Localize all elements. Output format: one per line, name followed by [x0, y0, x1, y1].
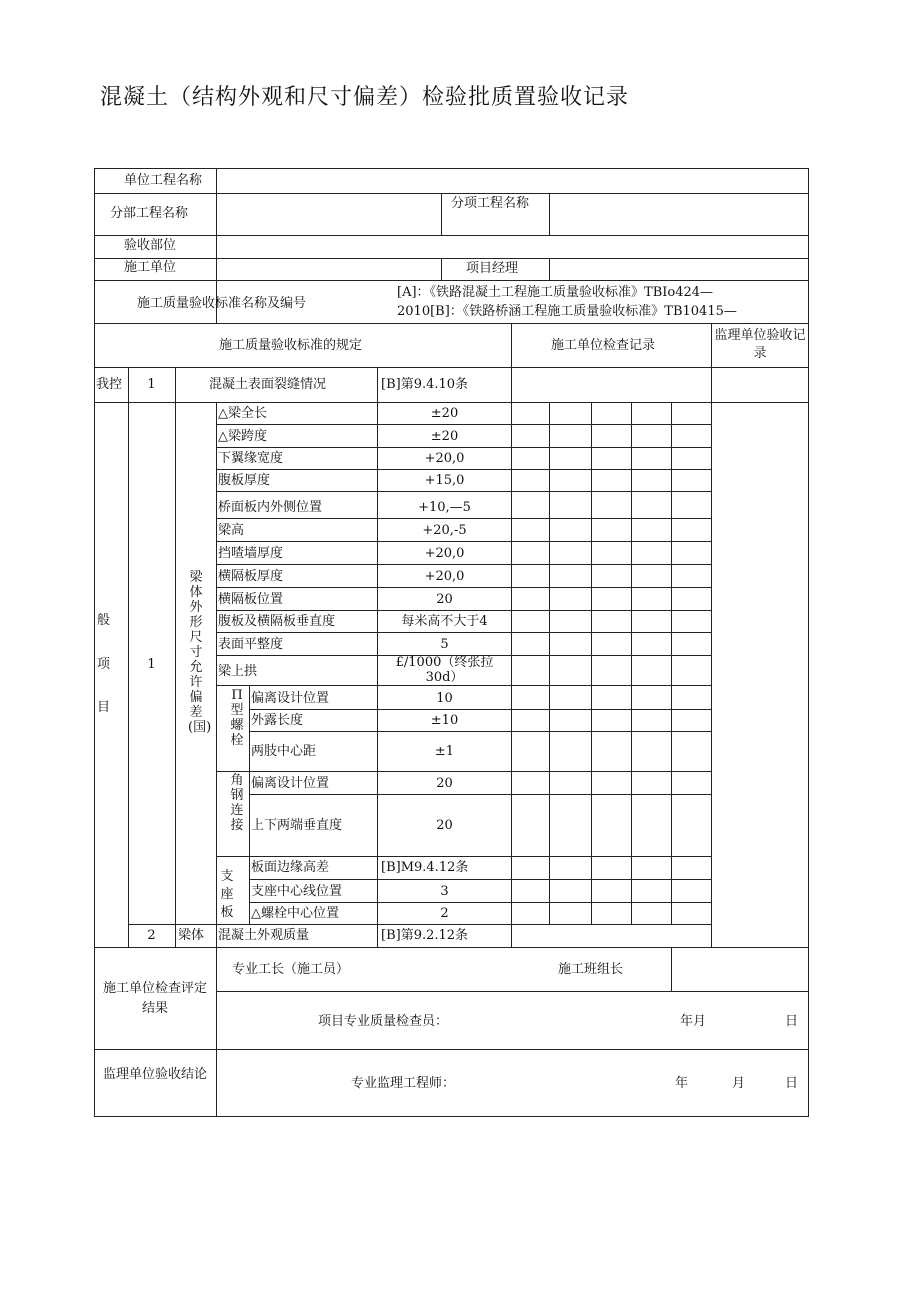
- rule-line: [249, 685, 250, 924]
- rule-line: [249, 879, 711, 880]
- unit-project-label: 单位工程名称: [124, 173, 203, 188]
- rule-line: [441, 258, 442, 280]
- rule-line: [94, 280, 809, 281]
- date-day-1: 日: [785, 1014, 799, 1029]
- row-value: +20,-5: [422, 523, 467, 538]
- rule-line: [175, 367, 176, 402]
- general-label-char: 目: [97, 700, 111, 715]
- angle-row-value: 20: [436, 818, 453, 833]
- inspection-part-label: 验收部位: [124, 238, 177, 253]
- rule-line: [671, 402, 672, 924]
- rule-line: [94, 1116, 809, 1117]
- support-row-item: 支座中心线位置: [251, 884, 343, 899]
- project-manager-label: 项目经理: [466, 261, 519, 276]
- row-value: +20,0: [424, 451, 465, 466]
- support-row-item: 板面边缘高差: [251, 860, 330, 875]
- rule-line: [216, 491, 711, 492]
- standard-rule-header: 施工质量验收标准的规定: [219, 338, 363, 353]
- row-value: +10,—5: [418, 500, 471, 515]
- row-value: +15,0: [424, 473, 465, 488]
- row-item: 下翼缘宽度: [218, 451, 284, 466]
- qc-inspector-label: 项目专业质量检查员：: [318, 1014, 449, 1029]
- general-group-2: 梁体: [178, 928, 205, 943]
- main-control-no: 1: [147, 377, 156, 392]
- bolt-row-value: ±10: [430, 713, 459, 728]
- rule-line: [128, 402, 129, 947]
- rule-line: [249, 731, 711, 732]
- rule-line: [631, 402, 632, 924]
- row-item: 腹板厚度: [218, 473, 271, 488]
- rule-line: [216, 402, 217, 947]
- row-value: +20,0: [424, 546, 465, 561]
- rule-line: [94, 947, 809, 948]
- row-value: 20: [436, 592, 453, 607]
- support-row-value: 3: [440, 884, 449, 899]
- rule-line: [216, 947, 217, 1116]
- rule-line: [808, 168, 809, 1116]
- rule-line: [511, 323, 512, 947]
- angle-row-item: 上下两端垂直度: [251, 818, 343, 833]
- rule-line: [94, 367, 809, 368]
- rule-line: [249, 794, 711, 795]
- supervisor-conclusion-label: 监理单位验收结论: [102, 1067, 207, 1082]
- construction-unit-label: 施工单位: [124, 260, 177, 275]
- date-year-2: 年: [675, 1076, 689, 1091]
- row-value: ±20: [430, 406, 459, 421]
- foreman-label: 专业工长（施工员）: [232, 962, 350, 977]
- date-day-2: 日: [785, 1076, 799, 1091]
- row-value: £/1000（终张拉30d）: [395, 655, 494, 685]
- row-item: 腹板及横隔板垂直度: [218, 614, 336, 629]
- row-item: △梁跨度: [218, 429, 267, 444]
- rule-line: [216, 991, 809, 992]
- rule-line: [216, 587, 711, 588]
- rule-line: [94, 193, 809, 194]
- rule-line: [94, 323, 809, 324]
- group-label-beam-dimension: 梁体外形尺寸允许偏差(国): [188, 570, 212, 735]
- row-item: 横隔板位置: [218, 592, 284, 607]
- rule-line: [216, 447, 711, 448]
- main-control-label: 我控: [96, 377, 123, 392]
- bolt-row-item: 两肢中心距: [251, 744, 317, 759]
- rule-line: [175, 402, 176, 947]
- row-item: 挡喳墙厚度: [218, 546, 284, 561]
- row-value: ±20: [430, 429, 459, 444]
- rule-line: [94, 402, 809, 403]
- rule-line: [94, 235, 809, 236]
- general-no-1: 1: [147, 657, 156, 672]
- rule-line: [549, 258, 550, 280]
- bolt-group-label: Π型螺栓: [230, 688, 244, 748]
- row-value: +20,0: [424, 569, 465, 584]
- rule-line: [94, 258, 809, 259]
- rule-line: [216, 541, 711, 542]
- rule-line: [216, 771, 711, 772]
- support-group-label: 支座板: [220, 869, 234, 920]
- rule-line: [549, 402, 550, 924]
- standard-line-1: [A]：《铁路混凝土工程施工质量验收标准》TBIo424—: [397, 285, 714, 300]
- contractor-record-header: 施工单位检查记录: [551, 338, 656, 353]
- rule-line: [216, 632, 711, 633]
- rule-line: [216, 610, 711, 611]
- angle-row-item: 偏离设计位置: [251, 776, 330, 791]
- page-title: 混凝土（结构外观和尺寸偏差）检验批质置验收记录: [100, 85, 630, 110]
- rule-line: [441, 193, 442, 235]
- support-row-value: 2: [440, 906, 449, 921]
- row-value: 每米高不大于4: [401, 614, 488, 629]
- rule-line: [216, 685, 711, 686]
- row-item: 横隔板厚度: [218, 569, 284, 584]
- row-item: 梁高: [218, 523, 245, 538]
- date-year-month-1: 年月: [680, 1014, 707, 1029]
- row-item: △梁全长: [218, 406, 267, 421]
- row-item: 桥面板内外侧位置: [218, 500, 323, 515]
- general-label-char: 项: [97, 657, 111, 672]
- rule-line: [94, 168, 809, 169]
- rule-line: [711, 323, 712, 947]
- rule-line: [94, 168, 95, 1116]
- support-row-item: △螺栓中心位置: [251, 906, 339, 921]
- contractor-result-label: 施工单位检查评定结果: [102, 981, 207, 1016]
- standard-line-2: 2010[B]：《铁路桥涵工程施工质量验收标准》TB10415—: [397, 304, 737, 319]
- rule-line: [249, 709, 711, 710]
- support-row-value: [B]M9.4.12条: [381, 860, 469, 875]
- angle-group-label: 角钢连接: [230, 773, 244, 833]
- division-project-label: 分部工程名称: [110, 206, 189, 221]
- main-control-item: 混凝土表面裂缝情况: [209, 377, 327, 392]
- row-value: 5: [440, 637, 449, 652]
- rule-line: [216, 469, 711, 470]
- supervising-engineer-label: 专业监理工程师：: [351, 1076, 456, 1091]
- team-leader-label: 施工班组长: [558, 962, 624, 977]
- rule-line: [549, 193, 550, 235]
- general-value-2: [B]第9.2.12条: [381, 928, 469, 943]
- rule-line: [94, 1049, 809, 1050]
- bolt-row-value: ±1: [434, 744, 455, 759]
- main-control-requirement: [B]第9.4.10条: [381, 377, 469, 392]
- rule-line: [591, 402, 592, 924]
- row-item: 梁上拱: [218, 664, 258, 679]
- bolt-row-item: 外露长度: [251, 713, 304, 728]
- row-item: 表面平整度: [218, 637, 284, 652]
- general-label-char: 般: [97, 613, 111, 628]
- rule-line: [249, 902, 711, 903]
- general-item-2: 混凝土外观质量: [218, 928, 310, 943]
- rule-line: [216, 564, 711, 565]
- general-no-2: 2: [147, 928, 156, 943]
- subitem-project-label: 分项工程名称: [451, 196, 530, 211]
- angle-row-value: 20: [436, 776, 453, 791]
- rule-line: [216, 424, 711, 425]
- rule-line: [671, 947, 672, 991]
- standard-name-label: 施工质量验收标准名称及编号: [137, 296, 307, 311]
- rule-line: [216, 856, 711, 857]
- date-month-2: 月: [732, 1076, 746, 1091]
- bolt-row-value: 10: [436, 691, 453, 706]
- rule-line: [216, 518, 711, 519]
- supervisor-record-header: 监理单位验收记录: [714, 328, 806, 361]
- bolt-row-item: 偏离设计位置: [251, 691, 330, 706]
